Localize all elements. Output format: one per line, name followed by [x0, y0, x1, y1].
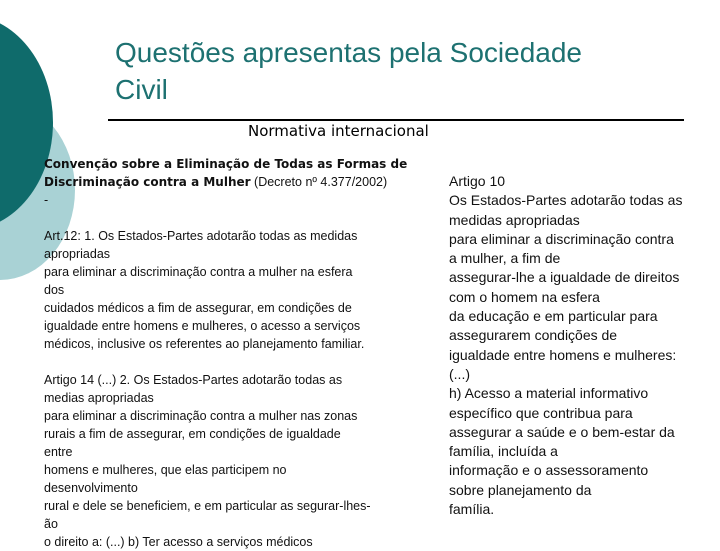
text-line: Artigo 10: [449, 173, 506, 189]
slide-title-line: Civil: [115, 74, 168, 105]
text-line: a mulher, a fim de: [449, 250, 561, 267]
text-line: rurais a fim de assegurar, em condições de igualdade: [44, 427, 341, 441]
text-line: desenvolvimento: [44, 481, 138, 495]
text-line: para eliminar a discriminação contra a mulher nas zonas: [44, 409, 358, 423]
text-line: com o homem na esfera: [449, 288, 600, 305]
title-divider: [108, 119, 684, 121]
text-line: rural e dele se beneficiem, e em particular as segurar-lhes-: [44, 499, 371, 513]
text-line: família, incluída a: [449, 443, 558, 460]
text-line: assegurarem condições de: [449, 327, 618, 344]
text-line: entre: [44, 445, 73, 459]
convention-heading-line: Convenção sobre a Eliminação de Todas as Formas de: [44, 157, 408, 171]
text-line: homens e mulheres, que elas participem no: [44, 463, 287, 477]
convention-heading-line: [44, 173, 440, 191]
text-line: dos: [44, 283, 65, 297]
text-line: igualdade entre homens e mulheres:: [449, 346, 677, 363]
text-line: Artigo 14 (...) 2. Os Estados-Partes adotarão todas as: [44, 373, 343, 387]
article-12-block: [44, 227, 440, 353]
text-line: Art.12: 1. Os Estados-Partes adotarão todas as medidas: [44, 229, 358, 243]
article-14-block: [44, 371, 440, 551]
text-line: medidas apropriadas: [449, 211, 580, 228]
convention-heading-dash: -: [44, 193, 49, 207]
left-text-column: [44, 155, 440, 551]
text-line: igualdade entre homens e mulheres, o acesso a serviços: [44, 319, 361, 333]
text-line: apropriadas: [44, 247, 111, 261]
text-line: cuidados médicos a fim de assegurar, em condições de: [44, 301, 352, 315]
text-line: Os Estados-Partes adotarão todas as: [449, 192, 683, 209]
text-line: família.: [449, 501, 495, 518]
text-line: ão: [44, 517, 58, 531]
text-line: assegurar a saúde e o bem-estar da: [449, 423, 675, 440]
text-line: h) Acesso a material informativo: [449, 385, 649, 402]
slide-subtitle: Normativa internacional: [248, 122, 429, 140]
text-line: informação e o assessoramento: [449, 462, 649, 479]
text-line: para eliminar a discriminação contra a mulher na esfera: [44, 265, 353, 279]
text-line: assegurar-lhe a igualdade de direitos: [449, 269, 680, 286]
slide-title-line: Questões apresentas pela Sociedade: [115, 37, 582, 68]
text-line: o direito a: (...) b) Ter acesso a serviços médicos: [44, 535, 313, 549]
text-line: para eliminar a discriminação contra: [449, 230, 674, 247]
text-line: específico que contribua para: [449, 404, 633, 421]
text-line: da educação e em particular para: [449, 308, 658, 325]
convention-heading-bold: Discriminação contra a Mulher: [44, 175, 251, 189]
slide-title: [115, 34, 675, 108]
text-line: médicos, inclusive os referentes ao planejamento familiar.: [44, 337, 365, 351]
text-line: (...): [449, 365, 470, 382]
text-line: medias apropriadas: [44, 391, 154, 405]
convention-decree: (Decreto nº 4.377/2002): [250, 175, 388, 189]
right-text-column: [449, 172, 720, 519]
text-line: sobre planejamento da: [449, 481, 592, 498]
